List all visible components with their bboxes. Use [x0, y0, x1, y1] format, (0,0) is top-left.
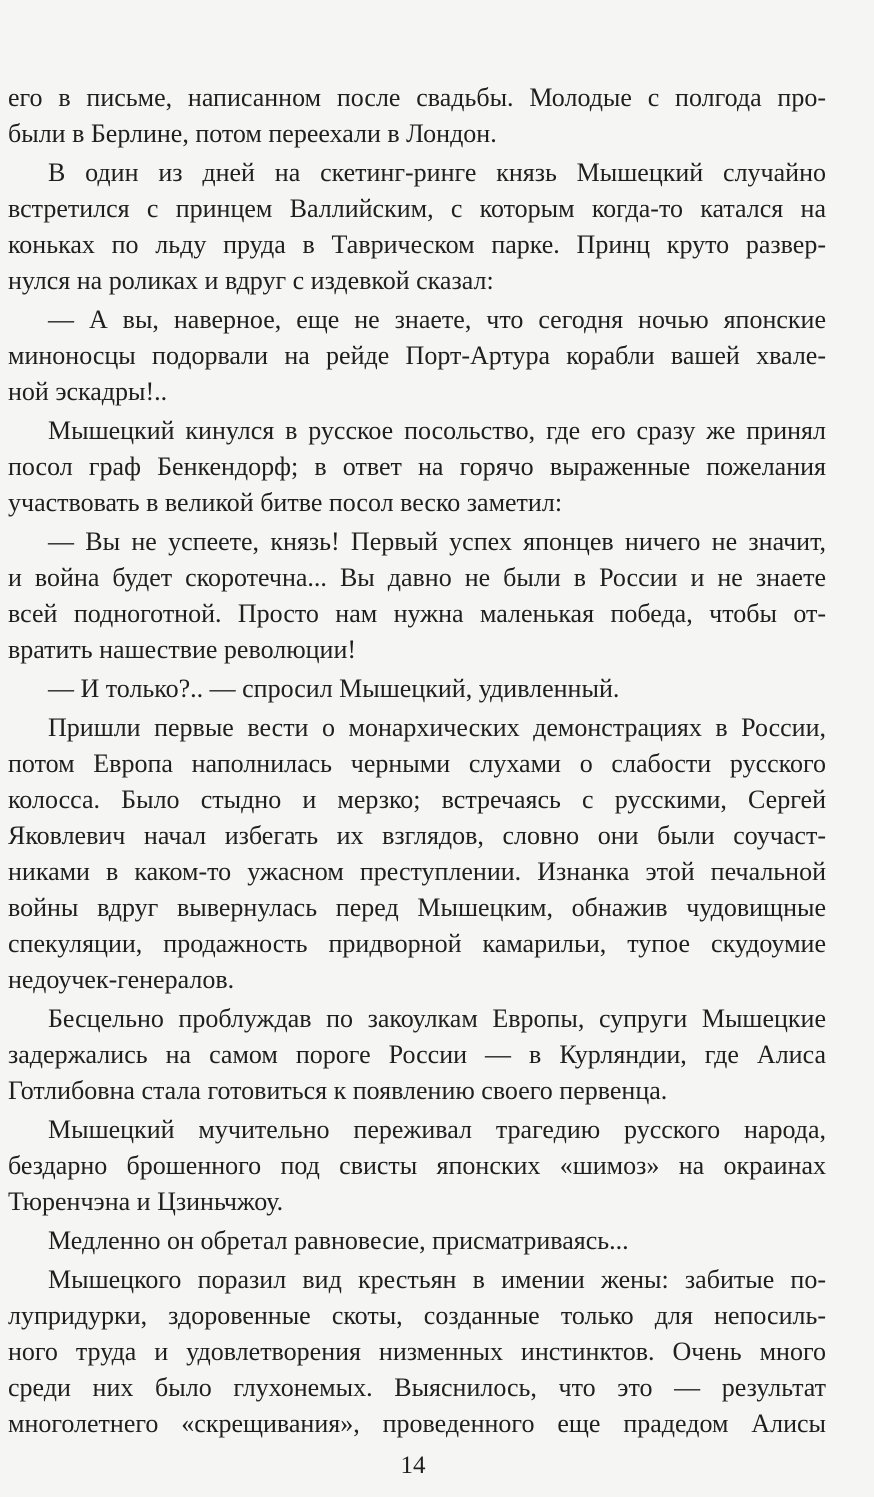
- text-line: среди них было глухонемых. Выяснилось, что это — результат: [8, 1373, 826, 1402]
- text-line: участвовать в великой битве посол веско заметил:: [8, 488, 563, 517]
- text-line: лупридурки, здоровенные скоты, созданные только для непосиль-: [8, 1301, 826, 1330]
- text-line: его в письме, написанном после свадьбы. Молодые с полгода про-: [8, 83, 826, 112]
- text-line: войны вдруг вывернулась перед Мышецким, обнажив чудовищные: [8, 893, 826, 922]
- paragraph: [8, 1262, 826, 1442]
- paragraph: [8, 1112, 826, 1220]
- text-line: коньках по льду пруда в Таврическом парке. Принц круто развер-: [8, 230, 826, 259]
- text-line: Медленно он обретал равновесие, присматриваясь...: [48, 1226, 629, 1255]
- text-line: были в Берлине, потом переехали в Лондон.: [8, 119, 497, 148]
- text-line: нулся на роликах и вдруг с издевкой сказал:: [8, 266, 494, 295]
- page-number: 14: [400, 1452, 426, 1479]
- paragraph: [8, 80, 826, 152]
- text-line: и война будет скоротечна... Вы давно не были в России и не знаете: [8, 563, 826, 592]
- text-line: Мышецкий мучительно переживал трагедию русского народа,: [48, 1115, 826, 1144]
- text-line: недоучек-генералов.: [8, 965, 235, 994]
- text-line: спекуляции, продажность придворной камарильи, тупое скудоумие: [8, 929, 826, 958]
- text-line: В один из дней на скетинг-ринге князь Мышецкий случайно: [48, 158, 826, 187]
- paragraph: [8, 671, 826, 707]
- text-line: — Вы не успеете, князь! Первый успех японцев ничего не значит,: [48, 527, 826, 556]
- text-line: потом Европа наполнилась черными слухами о слабости русского: [8, 749, 826, 778]
- text-line: Бесцельно проблуждав по закоулкам Европы, супруги Мышецкие: [48, 1004, 826, 1033]
- text-line: посол граф Бенкендорф; в ответ на горячо выраженные пожелания: [8, 452, 826, 481]
- text-line: миноносцы подорвали на рейде Порт-Артура корабли вашей хвале-: [8, 341, 826, 370]
- text-line: Мышецкий кинулся в русское посольство, где его сразу же принял: [48, 416, 826, 445]
- paragraph: [8, 524, 826, 668]
- text-line: встретился с принцем Валлийским, с которым когда-то катался на: [8, 194, 826, 223]
- paragraph: [8, 413, 826, 521]
- text-line: — И только?.. — спросил Мышецкий, удивленный.: [48, 674, 620, 703]
- text-line: Яковлевич начал избегать их взглядов, словно они были соучаст-: [8, 821, 826, 850]
- text-line: колосса. Было стыдно и мерзко; встречаясь с русскими, Сергей: [8, 785, 826, 814]
- text-line: ного труда и удовлетворения низменных инстинктов. Очень много: [8, 1337, 826, 1366]
- paragraph: [8, 1001, 826, 1109]
- text-line: бездарно брошенного под свисты японских «шимоз» на окраинах: [8, 1151, 826, 1180]
- text-line: задержались на самом пороге России — в Курляндии, где Алиса: [8, 1040, 826, 1069]
- text-line: никами в каком-то ужасном преступлении. Изнанка этой печальной: [8, 857, 826, 886]
- text-line: Тюренчэна и Цзиньчжоу.: [8, 1187, 284, 1216]
- text-line: Готлибовна стала готовиться к появлению своего первенца.: [8, 1076, 668, 1105]
- body-text: [8, 80, 826, 1442]
- paragraph: [8, 710, 826, 998]
- text-line: ной эскадры!..: [8, 377, 168, 406]
- text-line: всей подноготной. Просто нам нужна маленькая победа, чтобы от-: [8, 599, 826, 628]
- text-line: — А вы, наверное, еще не знаете, что сегодня ночью японские: [48, 305, 826, 334]
- text-line: Пришли первые вести о монархических демонстрациях в России,: [48, 713, 826, 742]
- paragraph: [8, 302, 826, 410]
- paragraph: [8, 1223, 826, 1259]
- text-line: многолетнего «скрещивания», проведенного еще прадедом Алисы: [8, 1409, 826, 1438]
- text-line: Мышецкого поразил вид крестьян в имении жены: забитые по-: [48, 1265, 826, 1294]
- text-line: вратить нашествие революции!: [8, 635, 357, 664]
- paragraph: [8, 155, 826, 299]
